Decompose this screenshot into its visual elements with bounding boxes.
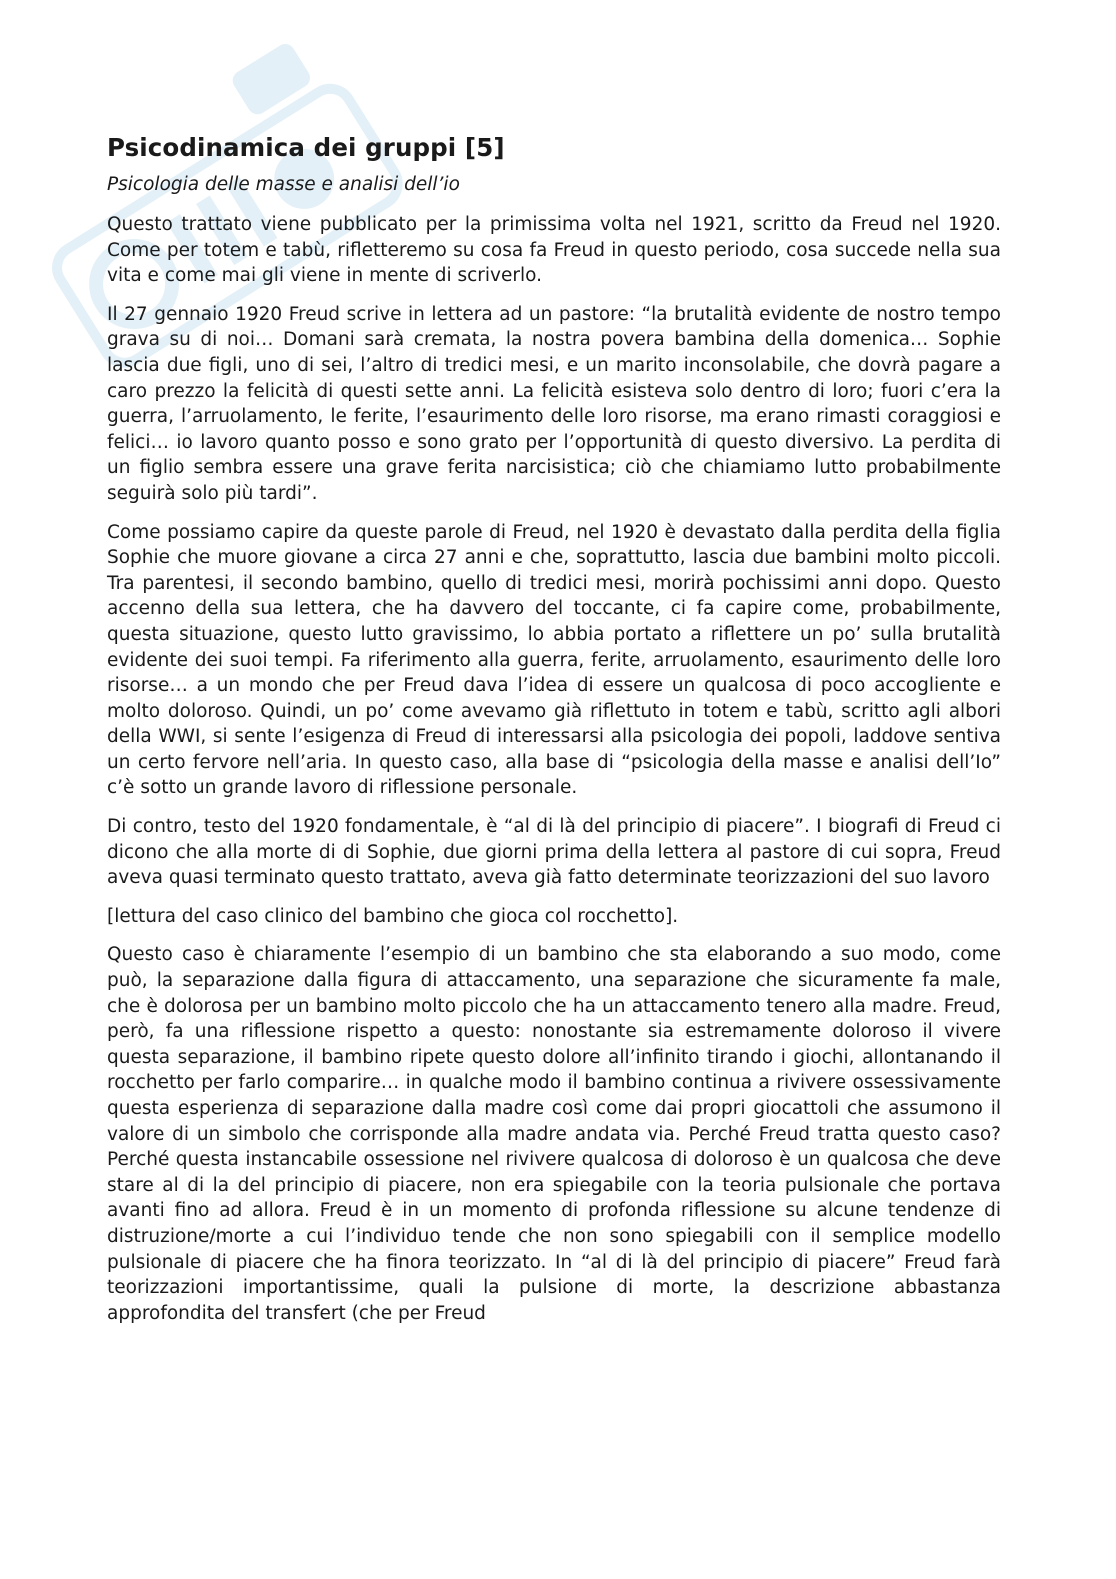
document-title: Psicodinamica dei gruppi [5] xyxy=(107,133,505,162)
paragraph-2: Il 27 gennaio 1920 Freud scrive in lettera ad un pastore: “la brutalità evidente de nostro tempo grava su di noi… Domani sarà cremata, la nostra povera bambina della domenica… Sophie lascia due figli, uno di sei, l’altro di tredici mesi, e un marito inconsolabile, che dovrà pagare a caro prezzo la felicità di questi sette anni. La felicità esisteva solo dentro di loro; fuori c’era la guerra, l’arruolamento, le ferite, l’esaurimento delle loro risorse, ma erano rimasti coraggiosi e felici… io lavoro quanto posso e sono grato per l’opportunità di questo diversivo. La perdita di un figlio sembra essere una grave ferita narcisistica; ciò che chiamiamo lutto probabilmente seguirà solo più tardi”. xyxy=(107,303,1001,504)
paragraph-1: Questo trattato viene pubblicato per la primissima volta nel 1921, scritto da Freud nel 1920. Come per totem e tabù, rifletteremo su cosa fa Freud in questo periodo, cosa succede nella sua vita e come mai gli viene in mente di scriverlo. xyxy=(107,214,1001,287)
paragraph-5: [lettura del caso clinico del bambino che gioca col rocchetto]. xyxy=(107,905,679,927)
paragraph-4: Di contro, testo del 1920 fondamentale, è “al di là del principio di piacere”. I biografi di Freud ci dicono che alla morte di di Sophie, due giorni prima della lettera al pastore di cui sopra, Freud aveva quasi terminato questo trattato, aveva già fatto determinate teorizzazioni del suo lavoro xyxy=(107,816,1001,889)
paragraph-6: Questo caso è chiaramente l’esempio di un bambino che sta elaborando a suo modo, come può, la separazione dalla figura di attaccamento, una separazione che sicuramente fa male, che è dolorosa per un bambino molto piccolo che ha un attaccamento tenero alla madre. Freud, però, fa una riflessione rispetto a questo: nonostante sia estremamente doloroso il vivere questa separazione, il bambino ripete questo dolore all’infinito tirando i giochi, allontanando il rocchetto per farlo comparire… in qualche modo il bambino continua a rivivere ossessivamente questa esperienza di separazione dalla madre così come dai propri giocattoli che assumono il valore di un simbolo che corrisponde alla madre andata via. Perché Freud tratta questo caso? Perché questa instancabile ossessione nel rivivere qualcosa di doloroso è un qualcosa che deve stare al di la del principio di piacere, non era spiegabile con la teoria pulsionale che portava avanti fino ad allora. Freud è in un momento di profonda riflessione su alcune tendenze di distruzione/morte a cui l’individuo tende che non sono spiegabili con il semplice modello pulsionale di piacere che ha finora teorizzato. In “al di là del principio di piacere” Freud farà teorizzazioni importantissime, quali la pulsione di morte, la descrizione abbastanza approfondita del transfert (che per Freud xyxy=(107,944,1001,1324)
paragraph-3: Come possiamo capire da queste parole di Freud, nel 1920 è devastato dalla perdita della figlia Sophie che muore giovane a circa 27 anni e che, soprattutto, lascia due bambini molto piccoli. Tra parentesi, il secondo bambino, quello di tredici mesi, morirà pochissimi anni dopo. Questo accenno della sua lettera, che ha davvero del toccante, ci fa capire come, probabilmente, questa situazione, questo lutto gravissimo, lo abbia portato a riflettere un po’ sulla brutalità evidente dei suoi tempi. Fa riferimento alla guerra, ferite, arruolamento, esaurimento delle loro risorse… a un mondo che per Freud dava l’idea di essere un qualcosa di poco accogliente e molto doloroso. Quindi, un po’ come avevamo già riflettuto in totem e tabù, scritto agli albori della WWI, si sente l’esigenza di Freud di interessarsi alla psicologia dei popoli, laddove sentiva un certo fervore nell’aria. In questo caso, alla base di “psicologia della masse e analisi dell’Io” c’è sotto un grande lavoro di riflessione personale. xyxy=(107,521,1001,799)
document-page xyxy=(107,130,1001,1339)
document-subtitle: Psicologia delle masse e analisi dell’io xyxy=(107,174,460,195)
